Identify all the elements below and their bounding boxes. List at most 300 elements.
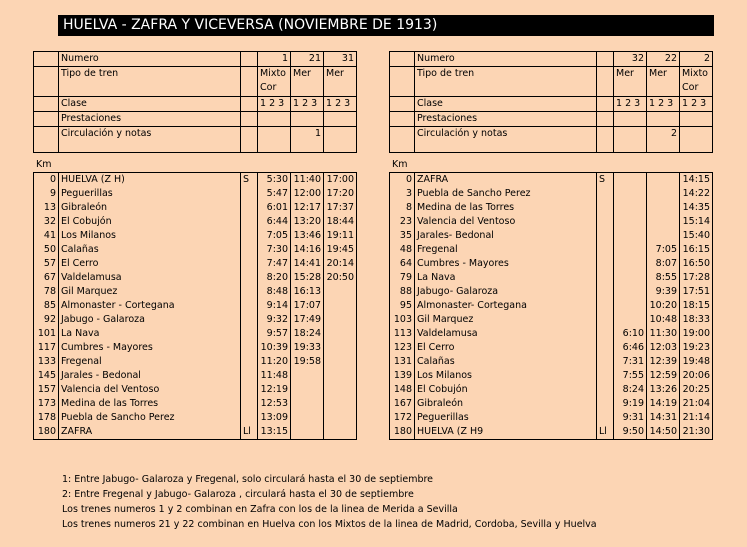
km-cell: 145	[34, 369, 59, 383]
note-line: Los trenes numeros 21 y 22 combinan en Huelva con los Mixtos de la linea de Madrid, Cordoba, Sevilla y Huelva	[62, 519, 597, 530]
train-type: Mer	[324, 67, 357, 97]
km-cell: 50	[34, 243, 59, 257]
time-cell: 17:20	[324, 187, 357, 201]
km-cell: 35	[390, 229, 415, 243]
flag-cell	[241, 201, 258, 215]
flag-cell	[597, 341, 614, 355]
station-cell: Gibraleón	[415, 397, 597, 411]
time-cell: 6:10	[614, 327, 647, 341]
time-cell: 15:14	[680, 215, 713, 229]
time-cell: 17:28	[680, 271, 713, 285]
left-timetable	[33, 172, 357, 440]
table-row	[390, 313, 713, 327]
time-cell: 7:55	[614, 369, 647, 383]
table-row	[390, 285, 713, 299]
time-cell: 10:48	[647, 313, 680, 327]
km-cell: 139	[390, 369, 415, 383]
table-row	[34, 201, 357, 215]
time-cell: 12:19	[258, 383, 291, 397]
time-cell: 18:24	[291, 327, 324, 341]
time-cell: 14:19	[647, 397, 680, 411]
time-cell: 17:00	[324, 173, 357, 188]
time-cell: 5:30	[258, 173, 291, 188]
station-cell: Gil Marquez	[59, 285, 241, 299]
table-row	[34, 411, 357, 425]
table-row	[390, 355, 713, 369]
time-cell: 16:50	[680, 257, 713, 271]
time-cell	[324, 383, 357, 397]
time-cell	[614, 271, 647, 285]
table-row	[390, 173, 713, 188]
flag-cell	[597, 201, 614, 215]
flag-cell	[241, 229, 258, 243]
time-cell: 11:40	[291, 173, 324, 188]
time-cell: 6:01	[258, 201, 291, 215]
time-cell: 16:13	[291, 285, 324, 299]
flag-cell	[241, 397, 258, 411]
flag-cell	[241, 411, 258, 425]
table-row	[34, 229, 357, 243]
flag-cell: S	[241, 173, 258, 188]
time-cell: 19:45	[324, 243, 357, 257]
train-type: Mixto Cor	[680, 67, 713, 97]
station-cell: El Cobujón	[59, 215, 241, 229]
left-header-table	[33, 51, 357, 153]
table-row	[34, 355, 357, 369]
tipo-label: Tipo de tren	[415, 67, 597, 97]
time-cell	[324, 341, 357, 355]
table-row	[390, 369, 713, 383]
km-cell: 3	[390, 187, 415, 201]
station-cell: El Cerro	[59, 257, 241, 271]
time-cell: 8:48	[258, 285, 291, 299]
flag-cell	[241, 383, 258, 397]
time-cell: 19:23	[680, 341, 713, 355]
flag-cell	[597, 271, 614, 285]
time-cell: 7:05	[258, 229, 291, 243]
flag-cell	[597, 229, 614, 243]
km-cell: 178	[34, 411, 59, 425]
train-number: 2	[680, 52, 713, 67]
time-cell: 6:44	[258, 215, 291, 229]
time-cell	[647, 229, 680, 243]
km-cell: 41	[34, 229, 59, 243]
km-label: Km	[392, 159, 408, 170]
time-cell: 17:51	[680, 285, 713, 299]
km-cell: 131	[390, 355, 415, 369]
circulacion-label: Circulación y notas	[415, 127, 597, 153]
time-cell: 7:30	[258, 243, 291, 257]
flag-cell	[597, 397, 614, 411]
train-note: 2	[647, 127, 680, 153]
km-cell: 9	[34, 187, 59, 201]
time-cell	[324, 299, 357, 313]
station-cell: El Cerro	[415, 341, 597, 355]
station-cell: Gibraleón	[59, 201, 241, 215]
time-cell	[614, 313, 647, 327]
flag-cell: Ll	[597, 425, 614, 440]
time-cell	[614, 285, 647, 299]
station-cell: Medina de las Torres	[59, 397, 241, 411]
time-cell: 13:20	[291, 215, 324, 229]
time-cell: 19:48	[680, 355, 713, 369]
station-cell: Cumbres - Mayores	[59, 341, 241, 355]
time-cell	[614, 201, 647, 215]
clase-label: Clase	[59, 97, 241, 112]
km-cell: 95	[390, 299, 415, 313]
time-cell	[614, 173, 647, 188]
station-cell: Almonaster- Cortegana	[415, 299, 597, 313]
train-class: 1 2 3	[680, 97, 713, 112]
train-number: 22	[647, 52, 680, 67]
train-type: Mer	[291, 67, 324, 97]
km-cell: 88	[390, 285, 415, 299]
station-cell: Peguerillas	[59, 187, 241, 201]
time-cell	[291, 425, 324, 440]
flag-cell	[241, 271, 258, 285]
time-cell	[324, 369, 357, 383]
station-cell: Valencia del Ventoso	[59, 383, 241, 397]
train-note	[614, 127, 647, 153]
station-cell: Puebla de Sancho Perez	[415, 187, 597, 201]
flag-cell	[241, 369, 258, 383]
notes	[62, 472, 597, 532]
flag-cell: Ll	[241, 425, 258, 440]
km-cell: 78	[34, 285, 59, 299]
km-cell: 113	[390, 327, 415, 341]
table-row	[34, 299, 357, 313]
train-note	[680, 127, 713, 153]
station-cell: La Nava	[415, 271, 597, 285]
station-cell: Jabugo- Galaroza	[415, 285, 597, 299]
km-cell: 13	[34, 201, 59, 215]
time-cell: 8:20	[258, 271, 291, 285]
km-cell: 173	[34, 397, 59, 411]
table-row	[390, 187, 713, 201]
note-line: 1: Entre Jabugo- Galaroza y Fregenal, solo circulará hasta el 30 de septiembre	[62, 474, 434, 485]
time-cell: 17:49	[291, 313, 324, 327]
table-row	[34, 383, 357, 397]
flag-cell	[241, 341, 258, 355]
table-row	[390, 243, 713, 257]
time-cell: 7:05	[647, 243, 680, 257]
km-cell: 123	[390, 341, 415, 355]
train-type: Mer	[647, 67, 680, 97]
km-cell: 67	[34, 271, 59, 285]
time-cell	[647, 215, 680, 229]
train-type: Mixto Cor	[258, 67, 291, 97]
flag-cell	[597, 187, 614, 201]
table-row	[34, 341, 357, 355]
time-cell: 21:30	[680, 425, 713, 440]
km-cell: 48	[390, 243, 415, 257]
flag-cell	[241, 299, 258, 313]
time-cell: 9:57	[258, 327, 291, 341]
time-cell: 12:53	[258, 397, 291, 411]
station-cell: ZAFRA	[415, 173, 597, 188]
table-row	[390, 271, 713, 285]
flag-cell	[597, 369, 614, 383]
time-cell: 13:09	[258, 411, 291, 425]
time-cell: 5:47	[258, 187, 291, 201]
table-row	[34, 243, 357, 257]
flag-cell	[597, 327, 614, 341]
train-class: 1 2 3	[324, 97, 357, 112]
station-cell: Valencia del Ventoso	[415, 215, 597, 229]
table-row	[34, 425, 357, 440]
km-cell: 167	[390, 397, 415, 411]
time-cell: 14:15	[680, 173, 713, 188]
time-cell	[291, 383, 324, 397]
table-row	[34, 173, 357, 188]
time-cell: 13:46	[291, 229, 324, 243]
station-cell: El Cobujón	[415, 383, 597, 397]
table-row	[390, 425, 713, 440]
station-cell: HUELVA (Z H)	[59, 173, 241, 188]
flag-cell	[241, 187, 258, 201]
station-cell: Gil Marquez	[415, 313, 597, 327]
flag-cell	[597, 215, 614, 229]
note-line: 2: Entre Fregenal y Jabugo- Galaroza , circulará hasta el 30 de septiembre	[62, 489, 414, 500]
time-cell: 14:31	[647, 411, 680, 425]
time-cell: 7:31	[614, 355, 647, 369]
time-cell	[324, 425, 357, 440]
station-cell: Los Milanos	[59, 229, 241, 243]
station-cell: Los Milanos	[415, 369, 597, 383]
time-cell: 19:00	[680, 327, 713, 341]
train-class: 1 2 3	[647, 97, 680, 112]
flag-cell	[597, 411, 614, 425]
time-cell	[324, 313, 357, 327]
table-row	[390, 299, 713, 313]
numero-label: Numero	[59, 52, 241, 67]
table-row	[390, 341, 713, 355]
time-cell	[614, 243, 647, 257]
time-cell: 13:15	[258, 425, 291, 440]
table-row	[34, 313, 357, 327]
flag-cell	[597, 299, 614, 313]
time-cell: 18:15	[680, 299, 713, 313]
station-cell: Calañas	[59, 243, 241, 257]
train-number: 1	[258, 52, 291, 67]
km-cell: 157	[34, 383, 59, 397]
flag-cell	[241, 257, 258, 271]
time-cell	[647, 201, 680, 215]
station-cell: Fregenal	[59, 355, 241, 369]
station-cell: Fregenal	[415, 243, 597, 257]
table-row	[34, 397, 357, 411]
time-cell	[614, 299, 647, 313]
time-cell: 21:04	[680, 397, 713, 411]
flag-cell	[241, 313, 258, 327]
time-cell: 14:50	[647, 425, 680, 440]
numero-label: Numero	[415, 52, 597, 67]
time-cell: 16:15	[680, 243, 713, 257]
km-cell: 79	[390, 271, 415, 285]
table-row	[34, 327, 357, 341]
time-cell: 19:33	[291, 341, 324, 355]
flag-cell	[597, 257, 614, 271]
km-cell: 180	[390, 425, 415, 440]
train-number: 32	[614, 52, 647, 67]
time-cell	[614, 187, 647, 201]
table-row	[34, 215, 357, 229]
table-row	[390, 215, 713, 229]
time-cell	[324, 411, 357, 425]
right-timetable	[389, 172, 713, 440]
time-cell: 11:20	[258, 355, 291, 369]
train-number: 31	[324, 52, 357, 67]
time-cell	[324, 355, 357, 369]
flag-cell	[241, 327, 258, 341]
station-cell: Peguerillas	[415, 411, 597, 425]
time-cell: 14:35	[680, 201, 713, 215]
table-row	[34, 285, 357, 299]
time-cell: 19:58	[291, 355, 324, 369]
station-cell: Puebla de Sancho Perez	[59, 411, 241, 425]
train-class: 1 2 3	[291, 97, 324, 112]
clase-label: Clase	[415, 97, 597, 112]
table-row	[390, 383, 713, 397]
km-cell: 23	[390, 215, 415, 229]
station-cell: Valdelamusa	[415, 327, 597, 341]
station-cell: Jabugo - Galaroza	[59, 313, 241, 327]
km-cell: 133	[34, 355, 59, 369]
flag-cell	[241, 355, 258, 369]
station-cell: Valdelamusa	[59, 271, 241, 285]
tipo-label: Tipo de tren	[59, 67, 241, 97]
time-cell: 8:24	[614, 383, 647, 397]
station-cell: Jarales- Bedonal	[415, 229, 597, 243]
circulacion-label: Circulación y notas	[59, 127, 241, 153]
time-cell: 11:30	[647, 327, 680, 341]
flag-cell	[241, 285, 258, 299]
train-note	[258, 127, 291, 153]
time-cell: 18:33	[680, 313, 713, 327]
time-cell: 21:14	[680, 411, 713, 425]
time-cell	[324, 285, 357, 299]
time-cell	[291, 369, 324, 383]
time-cell: 6:46	[614, 341, 647, 355]
time-cell	[614, 229, 647, 243]
time-cell: 17:37	[324, 201, 357, 215]
time-cell: 12:03	[647, 341, 680, 355]
flag-cell: S	[597, 173, 614, 188]
time-cell: 15:28	[291, 271, 324, 285]
flag-cell	[597, 383, 614, 397]
time-cell	[324, 327, 357, 341]
flag-cell	[597, 355, 614, 369]
prestaciones-label: Prestaciones	[415, 112, 597, 127]
time-cell: 12:00	[291, 187, 324, 201]
km-cell: 0	[34, 173, 59, 188]
table-row	[34, 257, 357, 271]
time-cell: 18:44	[324, 215, 357, 229]
km-cell: 103	[390, 313, 415, 327]
km-cell: 32	[34, 215, 59, 229]
train-note: 1	[291, 127, 324, 153]
prestaciones-label: Prestaciones	[59, 112, 241, 127]
time-cell: 12:39	[647, 355, 680, 369]
table-row	[390, 257, 713, 271]
station-cell: Medina de las Torres	[415, 201, 597, 215]
time-cell	[647, 187, 680, 201]
table-row	[390, 397, 713, 411]
train-number: 21	[291, 52, 324, 67]
table-row	[34, 187, 357, 201]
time-cell: 8:55	[647, 271, 680, 285]
km-cell: 148	[390, 383, 415, 397]
time-cell: 17:07	[291, 299, 324, 313]
time-cell: 9:31	[614, 411, 647, 425]
time-cell: 9:14	[258, 299, 291, 313]
flag-cell	[597, 313, 614, 327]
km-cell: 101	[34, 327, 59, 341]
time-cell: 12:59	[647, 369, 680, 383]
table-row	[390, 201, 713, 215]
time-cell: 20:14	[324, 257, 357, 271]
km-label: Km	[36, 159, 52, 170]
time-cell: 12:17	[291, 201, 324, 215]
km-cell: 0	[390, 173, 415, 188]
time-cell	[614, 257, 647, 271]
flag-cell	[241, 215, 258, 229]
table-row	[34, 369, 357, 383]
km-cell: 57	[34, 257, 59, 271]
train-class: 1 2 3	[258, 97, 291, 112]
table-row	[34, 271, 357, 285]
train-note	[324, 127, 357, 153]
km-cell: 92	[34, 313, 59, 327]
km-cell: 85	[34, 299, 59, 313]
time-cell: 14:16	[291, 243, 324, 257]
table-row	[390, 327, 713, 341]
station-cell: Calañas	[415, 355, 597, 369]
station-cell: Jarales - Bedonal	[59, 369, 241, 383]
km-cell: 117	[34, 341, 59, 355]
time-cell	[291, 411, 324, 425]
train-type: Mer	[614, 67, 647, 97]
time-cell	[647, 173, 680, 188]
time-cell: 9:32	[258, 313, 291, 327]
flag-cell	[597, 243, 614, 257]
km-cell: 180	[34, 425, 59, 440]
time-cell: 13:26	[647, 383, 680, 397]
time-cell: 9:39	[647, 285, 680, 299]
time-cell: 14:41	[291, 257, 324, 271]
time-cell: 19:11	[324, 229, 357, 243]
time-cell: 10:39	[258, 341, 291, 355]
time-cell: 11:48	[258, 369, 291, 383]
time-cell	[614, 215, 647, 229]
time-cell: 9:19	[614, 397, 647, 411]
time-cell	[324, 397, 357, 411]
time-cell	[291, 397, 324, 411]
km-cell: 172	[390, 411, 415, 425]
time-cell: 20:06	[680, 369, 713, 383]
flag-cell	[241, 243, 258, 257]
time-cell: 14:22	[680, 187, 713, 201]
train-class: 1 2 3	[614, 97, 647, 112]
station-cell: ZAFRA	[59, 425, 241, 440]
time-cell: 15:40	[680, 229, 713, 243]
station-cell: Cumbres - Mayores	[415, 257, 597, 271]
note-line: Los trenes numeros 1 y 2 combinan en Zafra con los de la linea de Merida a Sevilla	[62, 504, 458, 515]
time-cell: 20:50	[324, 271, 357, 285]
time-cell: 8:07	[647, 257, 680, 271]
time-cell: 10:20	[647, 299, 680, 313]
station-cell: HUELVA (Z H9	[415, 425, 597, 440]
